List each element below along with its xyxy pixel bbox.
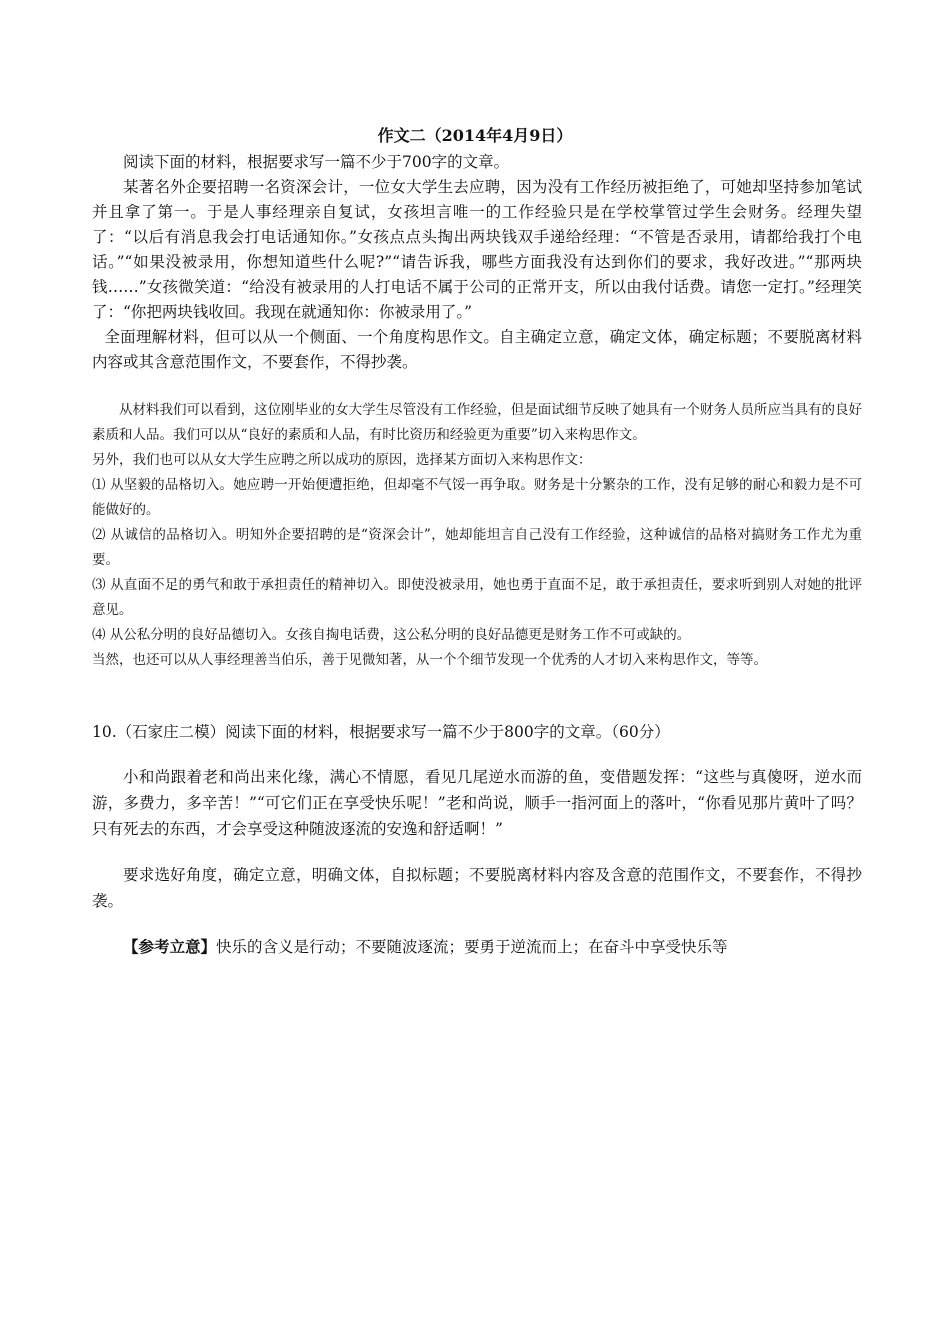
essay-title: 作文二（2014年4月9日） [377,126,573,145]
analysis-point-3: ⑶ 从直面不足的勇气和敢于承担责任的精神切入。即使没被录用，她也勇于直面不足，敢于承担责任，要求听到别人对她的批评意见。 [92,577,862,618]
analysis-section [92,398,862,673]
essay-requirement: 全面理解材料，但可以从一个侧面、一个角度构思作文。自主确定立意，确定文体，确定标题；不要脱离材料内容或其含意范围作文，不要套作，不得抄袭。 [92,328,862,371]
question-10-material-block [92,764,862,842]
essay-instruction: 阅读下面的材料，根据要求写一篇不少于700字的文章。 [123,153,510,171]
analysis-point-2: ⑵ 从诚信的品格切入。明知外企要招聘的是“资深会计”，她却能坦言自己没有工作经验，这种诚信的品格对搞财务工作尤为重要。 [92,527,862,568]
analysis-point-4: ⑷ 从公私分明的良好品德切入。女孩自掏电话费，这公私分明的良好品德更是财务工作不可或缺的。 [92,627,691,643]
question-10-requirement-block [92,862,862,914]
reference-block [92,934,862,960]
analysis-intro: 从材料我们可以看到，这位刚毕业的女大学生尽管没有工作经验，但是面试细节反映了她具有一个财务人员所应当具有的良好素质和人品。我们可以从“良好的素质和人品，有时比资历和经验更为重要”切入来构思作文。 [92,402,862,443]
reference-text: 快乐的含义是行动；不要随波逐流；要勇于逆流而上；在奋斗中享受快乐等 [216,938,728,956]
essay-prompt-section [92,150,862,375]
analysis-lead: 另外，我们也可以从女大学生应聘之所以成功的原因，选择某方面切入来构思作文： [92,452,592,468]
essay-material: 某著名外企要招聘一名资深会计，一位女大学生去应聘，因为没有工作经历被拒绝了，可她却坚持参加笔试并且拿了第一。于是人事经理亲自复试，女孩坦言唯一的工作经验只是在学校掌管过学生会财务。经理失望了：“以后有消息我会打电话通知你。”女孩点点头掏出两块钱双手递给经理：“不管是否录用，请都给我打个电话。”“如果没被录用，你想知道些什么呢?”“请告诉我，哪些方面我没有达到你们的要求，我好改进。”“那两块钱……”女孩微笑道：“给没有被录用的人打电话不属于公司的正常开支，所以由我付话费。请您一定打。”经理笑了：“你把两块钱收回。我现在就通知你：你被录用了。” [92,178,862,321]
question-10-requirement: 要求选好角度，确定立意，明确文体，自拟标题；不要脱离材料内容及含意的范围作文，不要套作，不得抄袭。 [92,866,862,910]
analysis-point-1: ⑴ 从坚毅的品格切入。她应聘一开始便遭拒绝，但却毫不气馁一再争取。财务是十分繁杂的工作，没有足够的耐心和毅力是不可能做好的。 [92,477,862,518]
question-10-material: 小和尚跟着老和尚出来化缘，满心不情愿，看见几尾逆水而游的鱼，变借题发挥：“这些与真傻呀，逆水而游，多费力，多辛苦！”“可它们正在享受快乐呢！”老和尚说，顺手一指河面上的落叶，“你看见那片黄叶了吗？只有死去的东西，才会享受这种随波逐流的安逸和舒适啊！” [92,768,862,838]
analysis-closing: 当然，也还可以从人事经理善当伯乐，善于见微知著，从一个个细节发现一个优秀的人才切入来构思作文，等等。 [92,652,767,668]
reference-label: 【参考立意】 [123,937,217,956]
question-10-heading: 10.（石家庄二模）阅读下面的材料，根据要求写一篇不少于800字的文章。（60分） [92,723,670,741]
